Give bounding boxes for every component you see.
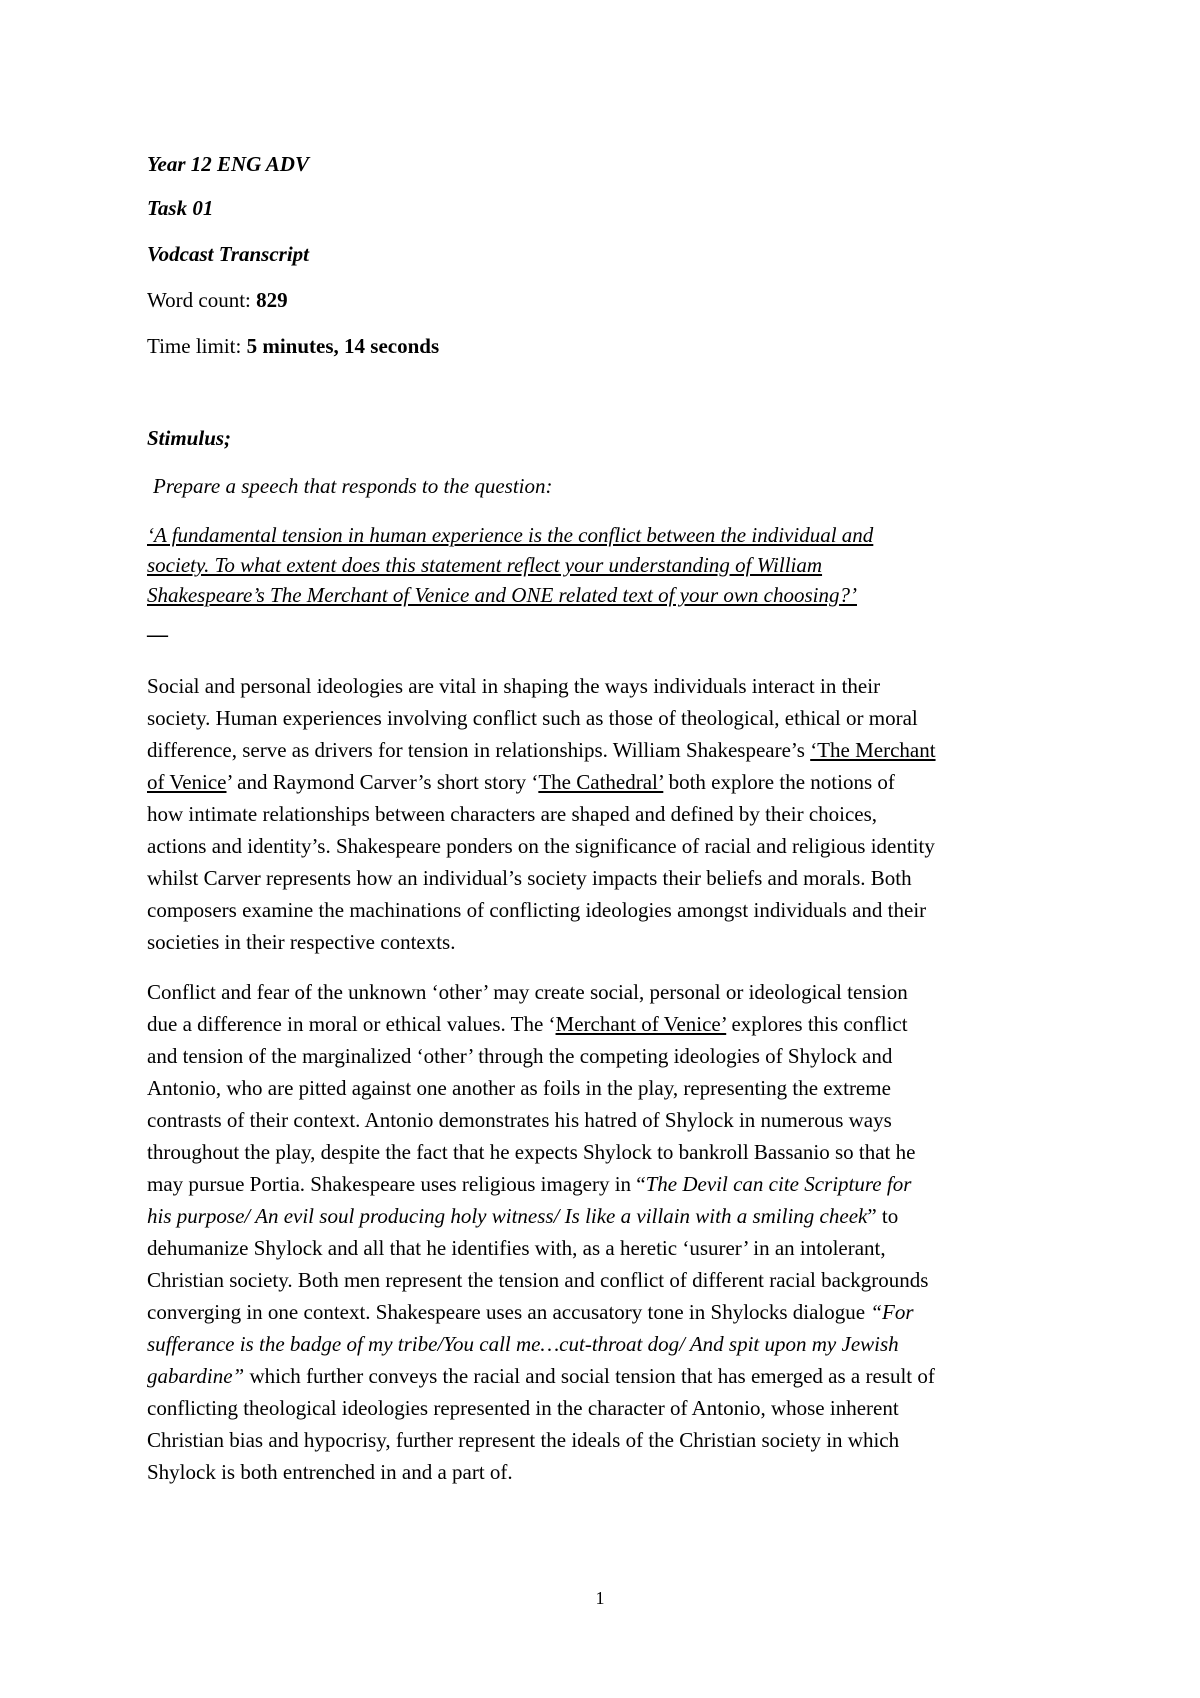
text-line: throughout the play, despite the fact that he expects Shylock to bankroll Bassanio so that he [147,1140,916,1164]
page-number: 1 [595,1588,605,1608]
text-line: dehumanize Shylock and all that he identifies with, as a heretic ‘usurer’ in an intolerant, [147,1236,886,1260]
title-reference: of Venice [147,770,227,794]
essay-question [147,520,1027,610]
text-run: both explore the notions of [663,770,895,794]
text-line [147,1360,1067,1392]
question-line: society. To what extent does this statement reflect your understanding of William [147,553,823,577]
quotation: The Devil can cite Scripture for [645,1172,912,1196]
quotation: “For [870,1300,914,1324]
text-run: explores this conflict [726,1012,908,1036]
quotation: gabardine” [147,1364,245,1388]
stimulus-prompt: Prepare a speech that responds to the question: [153,474,553,498]
text-line: contrasts of their context. Antonio demonstrates his hatred of Shylock in numerous ways [147,1108,892,1132]
text-line [147,734,1067,766]
text-line: whilst Carver represents how an individual’s society impacts their beliefs and morals. Both [147,866,912,890]
text-line: composers examine the machinations of conflicting ideologies amongst individuals and their [147,898,927,922]
quotation: his purpose/ An evil soul producing holy witness/ Is like a villain with a smiling cheek [147,1204,868,1228]
text-run: due a difference in moral or ethical values. The ‘ [147,1012,556,1036]
text-line [147,1296,1067,1328]
text-line: conflicting theological ideologies represented in the character of Antonio, whose inherent [147,1396,899,1420]
separator: — [147,622,168,646]
text-line [147,1008,1067,1040]
text-line: how intimate relationships between characters are shaped and defined by their choices, [147,802,878,826]
word-count-line [147,286,288,314]
text-line [147,1200,1067,1232]
text-line: actions and identity’s. Shakespeare ponders on the significance of racial and religious identity [147,834,935,858]
quotation: sufferance is the badge of my tribe/You call me…cut-throat dog/ And spit upon my Jewish [147,1332,899,1356]
title-reference: The Cathedral’ [538,770,664,794]
stimulus-heading: Stimulus; [147,426,232,450]
task-title: Task 01 [147,196,214,220]
text-line: society. Human experiences involving conflict such as those of theological, ethical or moral [147,706,918,730]
text-run: may pursue Portia. Shakespeare uses religious imagery in “ [147,1172,646,1196]
time-limit-label: Time limit: [147,334,242,358]
text-line [147,1168,1067,1200]
text-run: converging in one context. Shakespeare uses an accusatory tone in Shylocks dialogue [147,1300,871,1324]
doc-type-title: Vodcast Transcript [147,242,309,266]
text-line: Christian bias and hypocrisy, further represent the ideals of the Christian society in which [147,1428,900,1452]
text-line: Antonio, who are pitted against one another as foils in the play, representing the extreme [147,1076,891,1100]
paragraph-intro [147,670,1067,958]
title-reference: ‘The Merchant [810,738,936,762]
course-title: Year 12 ENG ADV [147,152,309,176]
question-line: Shakespeare’s The Merchant of Venice and ONE related text of your own choosing?’ [147,583,857,607]
time-limit-line [147,332,439,360]
text-line: societies in their respective contexts. [147,930,456,954]
text-line: Christian society. Both men represent the tension and conflict of different racial backgrounds [147,1268,929,1292]
text-line: and tension of the marginalized ‘other’ through the competing ideologies of Shylock and [147,1044,893,1068]
title-reference: Merchant of Venice’ [555,1012,727,1036]
text-run: ’ and Raymond Carver’s short story ‘ [226,770,539,794]
text-run: which further conveys the racial and social tension that has emerged as a result of [244,1364,935,1388]
text-run: difference, serve as drivers for tension in relationships. William Shakespeare’s [147,738,811,762]
text-line [147,766,1067,798]
question-line: ‘A fundamental tension in human experience is the conflict between the individual and [147,523,874,547]
paragraph-body [147,976,1067,1488]
text-run: ” to [867,1204,899,1228]
text-line: Social and personal ideologies are vital in shaping the ways individuals interact in their [147,674,881,698]
text-line: Shylock is both entrenched in and a part of. [147,1460,513,1484]
time-limit-value: 5 minutes, 14 seconds [246,334,440,358]
text-line: Conflict and fear of the unknown ‘other’ may create social, personal or ideological tension [147,980,908,1004]
word-count-value: 829 [256,288,288,312]
word-count-label: Word count: [147,288,251,312]
